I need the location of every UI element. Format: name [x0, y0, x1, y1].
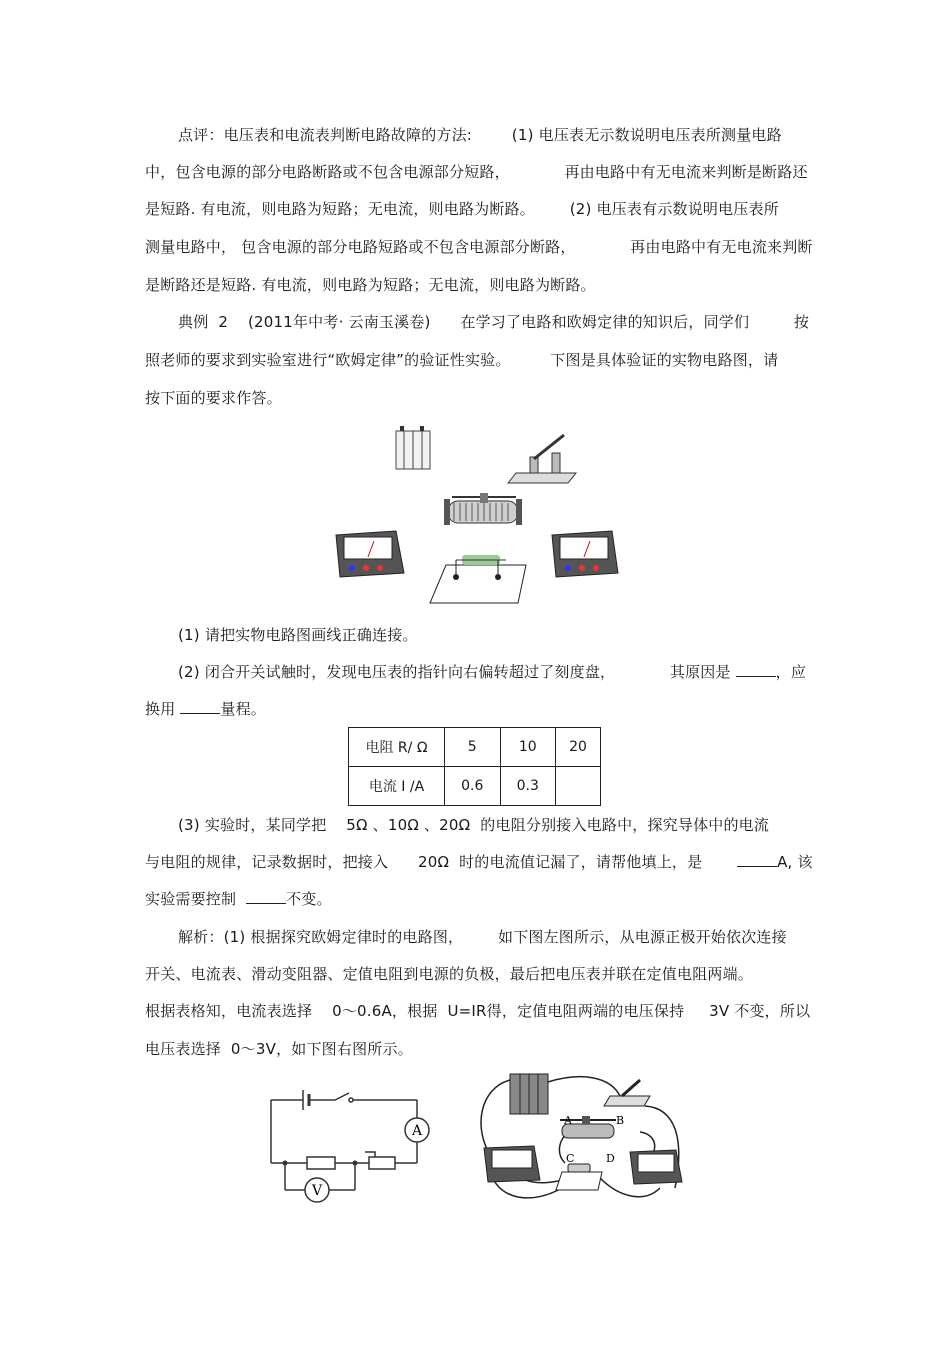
analysis-line-2: 开关、电流表、滑动变阻器、定值电阻到电源的负极，最后把电压表并联在定值电阻两端。	[145, 965, 754, 983]
example-line-1: 典例 2 (2011年中考· 云南玉溪卷) 在学习了电路和欧姆定律的知识后，同学们 按	[178, 313, 810, 331]
voltmeter-symbol: V	[311, 1183, 323, 1199]
question-3-unit: A, 该	[777, 853, 813, 871]
switch-icon	[508, 435, 576, 483]
table-cell: 0.6	[445, 767, 501, 806]
connected-circuit-figure	[470, 1068, 700, 1213]
question-2-tail: ，应	[775, 663, 807, 681]
answer-blank-control[interactable]	[246, 889, 286, 904]
example-line-3: 按下面的要求作答。	[145, 389, 282, 407]
table-header-current: 电流 I /A	[349, 767, 445, 806]
table-header-resistance: 电阻 R/ Ω	[349, 728, 445, 767]
point-a-label: A	[564, 1114, 572, 1127]
question-2-text: (2) 闭合开关试触时，发现电压表的指针向右偏转超过了刻度盘， 其原因是	[178, 663, 731, 681]
point-b-label: B	[616, 1114, 625, 1127]
answer-blank-current[interactable]	[737, 852, 777, 867]
voltmeter-device-icon	[336, 531, 404, 577]
point-d-label: D	[606, 1152, 615, 1165]
example-line-2: 照老师的要求到实验室进行“欧姆定律”的验证性实验。 下图是具体验证的实物电路图，请	[145, 351, 779, 369]
rheostat-icon	[444, 493, 522, 525]
table-row	[349, 728, 601, 767]
resistor-board-icon	[430, 555, 526, 603]
question-3-line-3	[145, 889, 332, 909]
question-1: (1) 请把实物电路图画线正确连接。	[178, 626, 418, 644]
table-row	[349, 767, 601, 806]
voltmeter-device-icon	[484, 1146, 540, 1182]
battery-icon	[510, 1074, 548, 1114]
question-2-switch-label: 换用	[145, 700, 176, 718]
comment-line-3: 是短路. 有电流，则电路为短路；无电流，则电路为断路。 (2) 电压表有示数说明电压表所	[145, 200, 779, 218]
comment-line-4: 测量电路中， 包含电源的部分电路短路或不包含电源部分断路， 再由电路中有无电流来判断	[145, 238, 813, 256]
answer-blank-reason[interactable]	[736, 662, 776, 677]
apparatus-figure	[330, 423, 620, 608]
table-cell: 5	[445, 728, 501, 767]
comment-line-1: 点评：电压表和电流表判断电路故障的方法: (1) 电压表无示数说明电压表所测量电路	[178, 126, 782, 144]
question-3-control-label: 实验需要控制	[145, 890, 237, 908]
comment-line-2: 中，包含电源的部分电路断路或不包含电源部分短路， 再由电路中有无电流来判断是断路还	[145, 163, 808, 181]
question-2-line-2	[145, 699, 266, 719]
analysis-line-4: 电压表选择 0～3V，如下图右图所示。	[145, 1040, 413, 1058]
analysis-line-3: 根据表格知，电流表选择 0～0.6A，根据 U=IR得，定值电阻两端的电压保持 3V 不变，所以	[145, 1002, 811, 1020]
table-cell: 10	[500, 728, 556, 767]
ammeter-device-icon	[552, 531, 618, 577]
table-cell-empty[interactable]	[556, 767, 601, 806]
question-2-line-1	[178, 662, 806, 682]
battery-icon	[396, 426, 430, 469]
table-cell: 20	[556, 728, 601, 767]
ammeter-device-icon	[630, 1150, 682, 1184]
question-3-line-1: (3) 实验时，某同学把 5Ω 、10Ω 、20Ω 的电阻分别接入电路中，探究导体中的电流	[178, 816, 770, 834]
question-2-range-label: 量程。	[220, 700, 266, 718]
switch-icon	[604, 1080, 650, 1106]
resistor-board-icon	[556, 1164, 602, 1190]
circuit-schematic	[265, 1085, 440, 1215]
answer-blank-range[interactable]	[180, 699, 220, 714]
question-3-text: 与电阻的规律，记录数据时，把接入 20Ω 时的电流值记漏了，请帮他填上，是	[145, 853, 703, 871]
table-cell: 0.3	[500, 767, 556, 806]
comment-line-5: 是断路还是短路. 有电流，则电路为短路；无电流，则电路为断路。	[145, 276, 596, 294]
question-3-tail: 不变。	[286, 890, 332, 908]
question-3-line-2	[145, 852, 813, 872]
data-table	[348, 727, 601, 806]
point-c-label: C	[566, 1152, 575, 1165]
analysis-line-1: 解析：(1) 根据探究欧姆定律时的电路图， 如下图左图所示，从电源正极开始依次连接	[178, 928, 787, 946]
ammeter-symbol: A	[411, 1123, 423, 1139]
